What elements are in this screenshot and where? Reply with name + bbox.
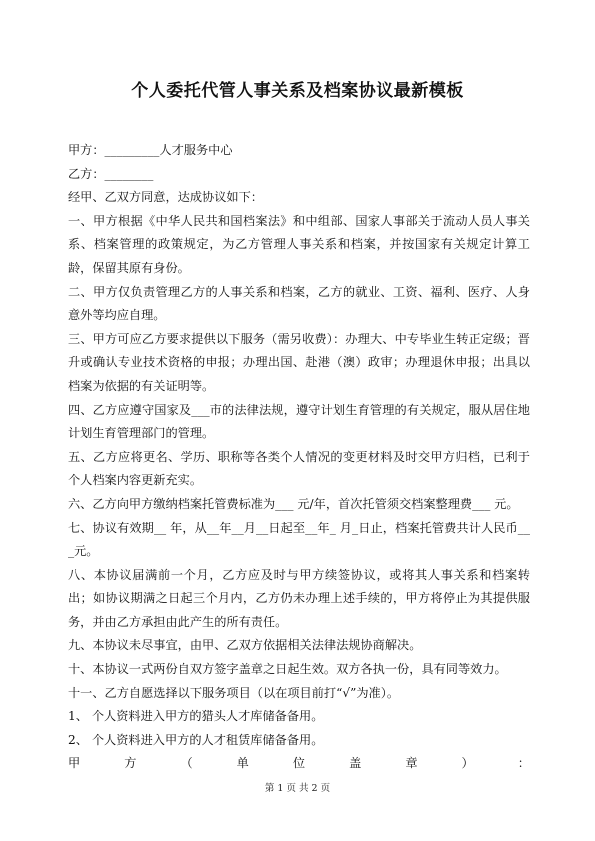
party-b-line: 乙方：________ [68,166,154,181]
document-title: 个人委托代管人事关系及档案协议最新模板 [131,81,464,101]
clause-8: 八、本协议届满前一个月，乙方应及时与甲方续签协议，或将其人事关系和档案转出；如协议期满之日起三个月内，乙方仍未办理上述手续的，甲方将停止为其提供服务，并由乙方承担由此产生的所有责任。 [68,567,530,629]
signature-char: 甲 [68,756,81,771]
clause-4: 四、乙方应遵守国家及___市的法律法规，遵守计划生育管理的有关规定，服从居住地计划生育管理部门的管理。 [68,402,530,441]
signature-char: 盖 [349,756,362,771]
clause-1: 一、甲方根据《中华人民共和国档案法》和中组部、国家人事部关于流动人员人事关系、档案管理的政策规定，为乙方管理人事关系和档案，并按国家有关规定计算工龄，保留其原有身份。 [68,213,530,275]
agreement-intro: 经甲、乙双方同意，达成协议如下： [68,190,263,205]
service-option-1: 1、 个人资料进入甲方的猎头人才库储备备用。 [68,709,324,724]
signature-char: ） [461,756,474,771]
clause-7: 七、协议有效期__ 年，从__年__月__日起至__年_ 月_日止，档案托管费共计人民币___元。 [68,520,530,559]
signature-line [68,752,530,776]
clause-9: 九、本协议未尽事宜，由甲、乙双方依据相关法律法规协商解决。 [68,638,422,653]
signature-char: 方 [124,756,137,771]
clause-10: 十、本协议一式两份自双方签字盖章之日起生效。双方各执一份，具有同等效力。 [68,662,507,677]
party-a-line: 甲方：_________人才服务中心 [68,143,233,157]
signature-char: ： [517,756,530,771]
clause-5: 五、乙方应将更名、学历、职称等各类个人情况的变更材料及时交甲方归档，已利于个人档案内容更新充实。 [68,449,530,488]
page-footer: 第 1 页 共 2 页 [264,783,331,794]
signature-char: （ [180,756,193,771]
service-option-2: 2、 个人资料进入甲方的人才租赁库储备备用。 [68,732,324,747]
signature-char: 单 [236,756,249,771]
clause-11: 十一、乙方自愿选择以下服务项目（以在项目前打“√”为准）。 [68,685,400,700]
signature-char: 章 [405,756,418,771]
clause-2: 二、甲方仅负责管理乙方的人事关系和档案，乙方的就业、工资、福利、医疗、人身意外等均应自理。 [68,284,530,323]
signature-char: 位 [292,756,306,771]
clause-6: 六、乙方向甲方缴纳档案托管费标准为___ 元/年，首次托管须交档案整理费___ 元。 [68,496,519,511]
document-body [68,139,530,776]
clause-3: 三、甲方可应乙方要求提供以下服务（需另收费）：办理大、中专毕业生转正定级；晋升或确认专业技术资格的申报；办理出国、赴港（澳）政审；办理退休申报；出具以档案为依据的有关证明等。 [68,331,530,393]
